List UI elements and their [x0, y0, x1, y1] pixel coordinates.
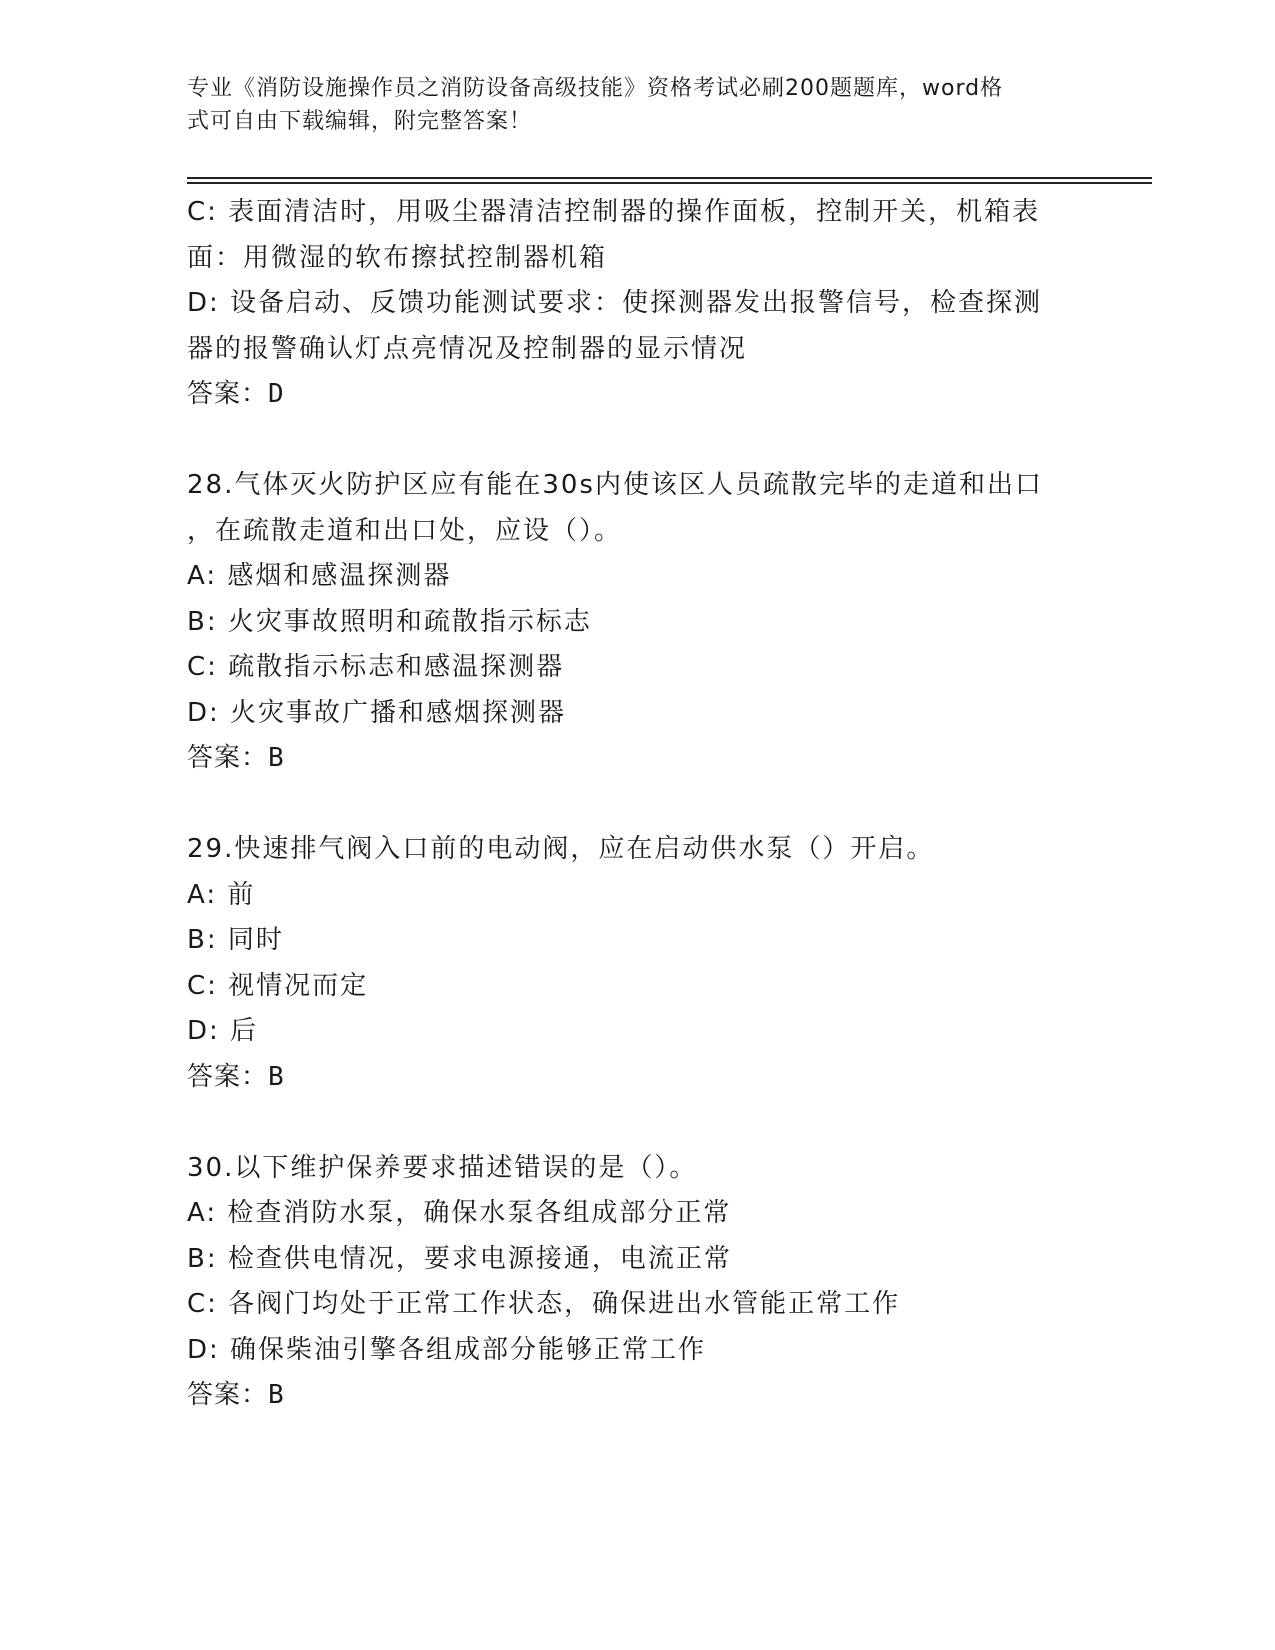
option-a: A: 前 [187, 879, 256, 910]
option-d-line-2: 器的报警确认灯点亮情况及控制器的显示情况 [187, 333, 748, 364]
header-line-1: 专业《消防设施操作员之消防设备高级技能》资格考试必刷200题题库，word格 [187, 76, 1004, 101]
option-d-line-1: D: 设备启动、反馈功能测试要求：使探测器发出报警信号，检查探测 [187, 288, 1043, 318]
answer-label: 答案： [187, 743, 269, 773]
answer-value: B [268, 1380, 285, 1410]
question-30 [187, 1146, 1087, 1419]
option-d: D: 火灾事故广播和感烟探测器 [187, 697, 567, 728]
option-c-line-1: C: 表面清洁时，用吸尘器清洁控制器的操作面板，控制开关，机箱表 [187, 197, 1041, 227]
question-stem-line-1: 28.气体灭火防护区应有能在30s内使该区人员疏散完毕的走道和出口 [187, 470, 1043, 500]
answer-label: 答案： [187, 1380, 269, 1410]
question-29 [187, 827, 1087, 1100]
option-b: B: 同时 [187, 925, 284, 955]
option-c: C: 视情况而定 [187, 970, 369, 1001]
question-spacer [187, 782, 1087, 828]
option-b: B: 检查供电情况，要求电源接通，电流正常 [187, 1243, 732, 1274]
question-stem: 30.以下维护保养要求描述错误的是（）。 [187, 1152, 698, 1183]
question-spacer [187, 1100, 1087, 1146]
answer-line [187, 1055, 1087, 1101]
answer-line [187, 736, 1087, 782]
option-b: B: 火灾事故照明和疏散指示标志 [187, 606, 592, 637]
option-c-line-2: 面：用微湿的软布擦拭控制器机箱 [187, 242, 608, 273]
option-c: C: 各阀门均处于正常工作状态，确保进出水管能正常工作 [187, 1289, 901, 1319]
header-divider-bottom [187, 182, 1152, 184]
question-stem-line-2: ，在疏散走道和出口处，应设（）。 [187, 515, 623, 546]
answer-line [187, 1373, 1087, 1419]
option-d: D: 后 [187, 1016, 259, 1046]
question-list [187, 190, 1087, 1419]
header-line-2: 式可自由下载编辑，附完整答案！ [187, 109, 533, 134]
option-d: D: 确保柴油引擎各组成部分能够正常工作 [187, 1334, 707, 1365]
option-a: A: 检查消防水泵，确保水泵各组成部分正常 [187, 1198, 732, 1228]
answer-value: D [268, 379, 285, 409]
question-stem: 29.快速排气阀入口前的电动阀，应在启动供水泵（）开启。 [187, 834, 935, 864]
answer-line [187, 372, 1087, 418]
answer-label: 答案： [187, 379, 269, 409]
question-spacer [187, 418, 1087, 464]
answer-value: B [268, 1061, 285, 1092]
header-divider-top [187, 177, 1152, 179]
option-a: A: 感烟和感温探测器 [187, 561, 452, 591]
document-header [187, 72, 1067, 138]
answer-value: B [268, 743, 285, 773]
answer-label: 答案： [187, 1061, 269, 1092]
question-27-continued [187, 190, 1087, 418]
question-28 [187, 463, 1087, 782]
option-c: C: 疏散指示标志和感温探测器 [187, 652, 565, 682]
